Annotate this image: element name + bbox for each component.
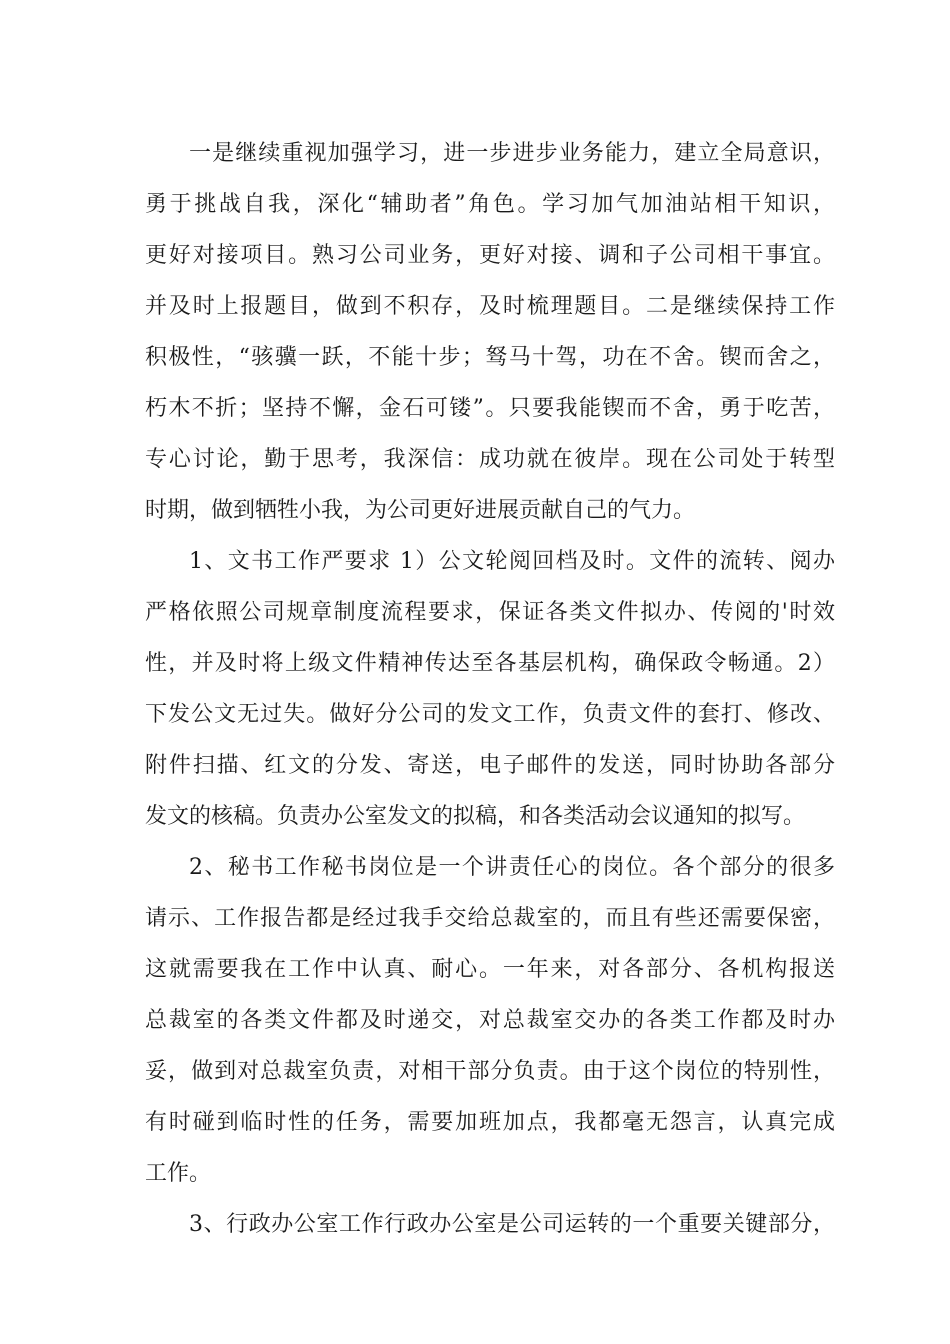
- paragraph-4: [145, 1199, 835, 1250]
- text-line: 并及时上报题目，做到不积存，及时梳理题目。二是继续保持工作: [145, 294, 835, 319]
- text-line: 严格依照公司规章制度流程要求，保证各类文件拟办、传阅的'时效: [145, 600, 835, 625]
- text-line: 时期，做到牺牲小我，为公司更好进展贡献自己的气力。: [145, 498, 696, 523]
- text-line: 性，并及时将上级文件精神传达至各基层机构，确保政令畅通。2）: [145, 651, 835, 676]
- paragraph-1: [145, 128, 835, 536]
- text-line: 有时碰到临时性的任务，需要加班加点，我都毫无怨言，认真完成: [145, 1110, 835, 1135]
- text-line: 积极性，“骇骥一跃，不能十步；驽马十驾，功在不舍。锲而舍之，: [145, 345, 835, 370]
- text-line: 总裁室的各类文件都及时递交，对总裁室交办的各类工作都及时办: [145, 1008, 835, 1033]
- text-line: 一是继续重视加强学习，进一步进步业务能力，建立全局意识，: [189, 141, 835, 166]
- text-line: 专心讨论，勤于思考，我深信：成功就在彼岸。现在公司处于转型: [145, 447, 835, 472]
- text-line: 1、文书工作严要求 1）公文轮阅回档及时。文件的流转、阅办: [189, 549, 835, 574]
- text-line: 朽木不折；坚持不懈，金石可镂”。只要我能锲而不舍，勇于吃苦，: [145, 396, 835, 421]
- text-line: 3、行政办公室工作行政办公室是公司运转的一个重要关键部分，: [189, 1212, 835, 1237]
- text-line: 发文的核稿。负责办公室发文的拟稿，和各类活动会议通知的拟写。: [145, 804, 806, 829]
- text-line: 附件扫描、红文的分发、寄送，电子邮件的发送，同时协助各部分: [145, 753, 835, 778]
- document-body: [145, 128, 835, 1250]
- text-line: 请示、工作报告都是经过我手交给总裁室的，而且有些还需要保密，: [145, 906, 835, 931]
- text-line: 这就需要我在工作中认真、耐心。一年来，对各部分、各机构报送: [145, 957, 835, 982]
- paragraph-3: [145, 842, 835, 1199]
- text-line: 妥，做到对总裁室负责，对相干部分负责。由于这个岗位的特别性，: [145, 1059, 835, 1084]
- paragraph-2: [145, 536, 835, 842]
- text-line: 2、秘书工作秘书岗位是一个讲责任心的岗位。各个部分的很多: [189, 855, 835, 880]
- text-line: 工作。: [145, 1161, 212, 1186]
- text-line: 更好对接项目。熟习公司业务，更好对接、调和子公司相干事宜。: [145, 243, 835, 268]
- text-line: 下发公文无过失。做好分公司的发文工作，负责文件的套打、修改、: [145, 702, 835, 727]
- text-line: 勇于挑战自我，深化“辅助者”角色。学习加气加油站相干知识，: [145, 192, 835, 217]
